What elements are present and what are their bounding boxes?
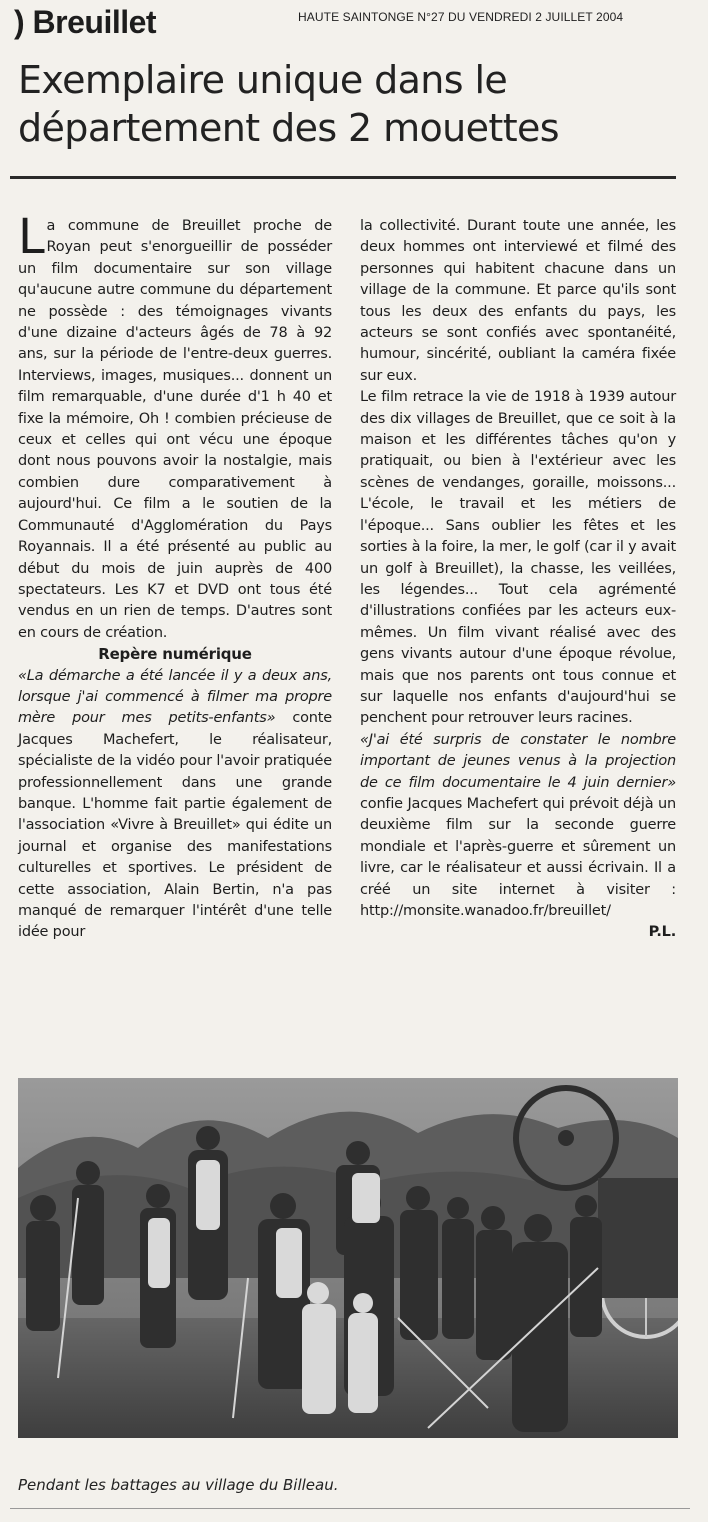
paragraph-intro xyxy=(18,209,332,644)
paragraph-film: Le film retrace la vie de 1918 à 1939 autour des dix villages de Breuillet, que ce soit à la maison et les différentes tâches qu'on y pratiquait, ou bien à l'extérieur avec les scènes de vendanges, goraille, moissons... L'école, le travail et les métiers de l'époque... Sans oublier les fêtes et les sorties à la foire, la mer, le golf (car il y avait un golf à Breuillet), la chasse, les veillées, les légendes... Tout cela agrémenté d'illustrations confiées par les acteurs eux-mêmes. Un film vivant réalisé avec des gens vivants autour d'une époque révolue, mais que nos parents ont tous connue et sur laquelle nos enfants d'aujourd'hui se penchent pour retrouver leurs racines. xyxy=(360,389,676,727)
drop-cap: L xyxy=(18,209,45,265)
subheading: Repère numérique xyxy=(98,645,252,664)
quote-realisateur: «La démarche a été lancée il y a deux ans, lorsque j'ai commencé à filmer ma propre mère pour mes petits-enfants» xyxy=(18,667,332,727)
paragraph-quote xyxy=(18,666,332,944)
photo-illustration xyxy=(18,1078,678,1438)
article-column-right xyxy=(360,216,676,944)
edition-line: HAUTE SAINTONGE N°27 DU VENDREDI 2 JUILLET 2004 xyxy=(298,10,624,24)
headline-rule xyxy=(10,176,676,179)
bottom-rule xyxy=(10,1508,690,1509)
quote-surprise: «J'ai été surpris de constater le nombre important de jeunes venus à la projection de ce film documentaire le 4 juin dernier» xyxy=(360,731,676,791)
paragraph-quote-text: conte Jacques Machefert, le réalisateur, spécialiste de la vidéo pour l'avoir pratiquée professionnellement dans une grande banque. L'homme fait partie également de l'association «Vivre à Breuillet» qui édite un journal et organise des manifestations culturelles et sportives. Le président de cette association, Alain Bertin, n'a pas manqué de remarquer l'intérêt d'une telle idée pour xyxy=(18,710,332,941)
photo-caption: Pendant les battages au village du Billeau. xyxy=(18,1476,339,1494)
article-column-left xyxy=(18,209,332,944)
paragraph-intro-text: a commune de Breuillet proche de Royan peut s'enorgueillir de posséder un film documentaire sur son village qu'aucune autre commune du département ne possède : des témoignages vivants d'une dizaine d'acteurs âgés de 78 à 92 ans, sur la période de l'entre-deux guerres. Interviews, images, musiques... donnent un film remarquable, d'une durée d'1 h 40 et fixe la mémoire, Oh ! combien précieuse de ceux et celles qui ont vécu une époque dont nous pouvons avoir la nostalgie, mais combien dure comparativement à aujourd'hui. Ce film a le soutien de la Communauté d'Agglomération du Pays Royannais. Il a été présenté au public au début du mois de juin auprès de 400 spectateurs. Les K7 et DVD ont tous été vendus en un rien de temps. D'autres sont en cours de création. xyxy=(18,218,332,641)
section-rubric: ) Breuillet xyxy=(14,4,157,40)
paragraph-closing xyxy=(360,730,676,923)
author-signature: P.L. xyxy=(648,924,676,941)
paragraph-collectivite: la collectivité. Durant toute une année, les deux hommes ont interviewé et filmé des personnes qui habitent chacune dans un village de la commune. Et parce qu'ils sont tous les deux des enfants du pays, les acteurs se sont confiés avec spontanéité, humour, sincérité, oubliant la caméra fixée sur eux. xyxy=(360,218,676,384)
article-headline: Exemplaire unique dans le département des 2 mouettes xyxy=(18,58,560,150)
archive-photo xyxy=(18,1078,678,1438)
paragraph-closing-text: confie Jacques Machefert qui prévoit déjà un deuxième film sur la seconde guerre mondiale et l'après-guerre et sûrement un livre, car le réalisateur et aussi écrivain. Il a créé un site internet à visiter : http://monsite.wanadoo.fr/breuillet/ xyxy=(360,795,676,919)
